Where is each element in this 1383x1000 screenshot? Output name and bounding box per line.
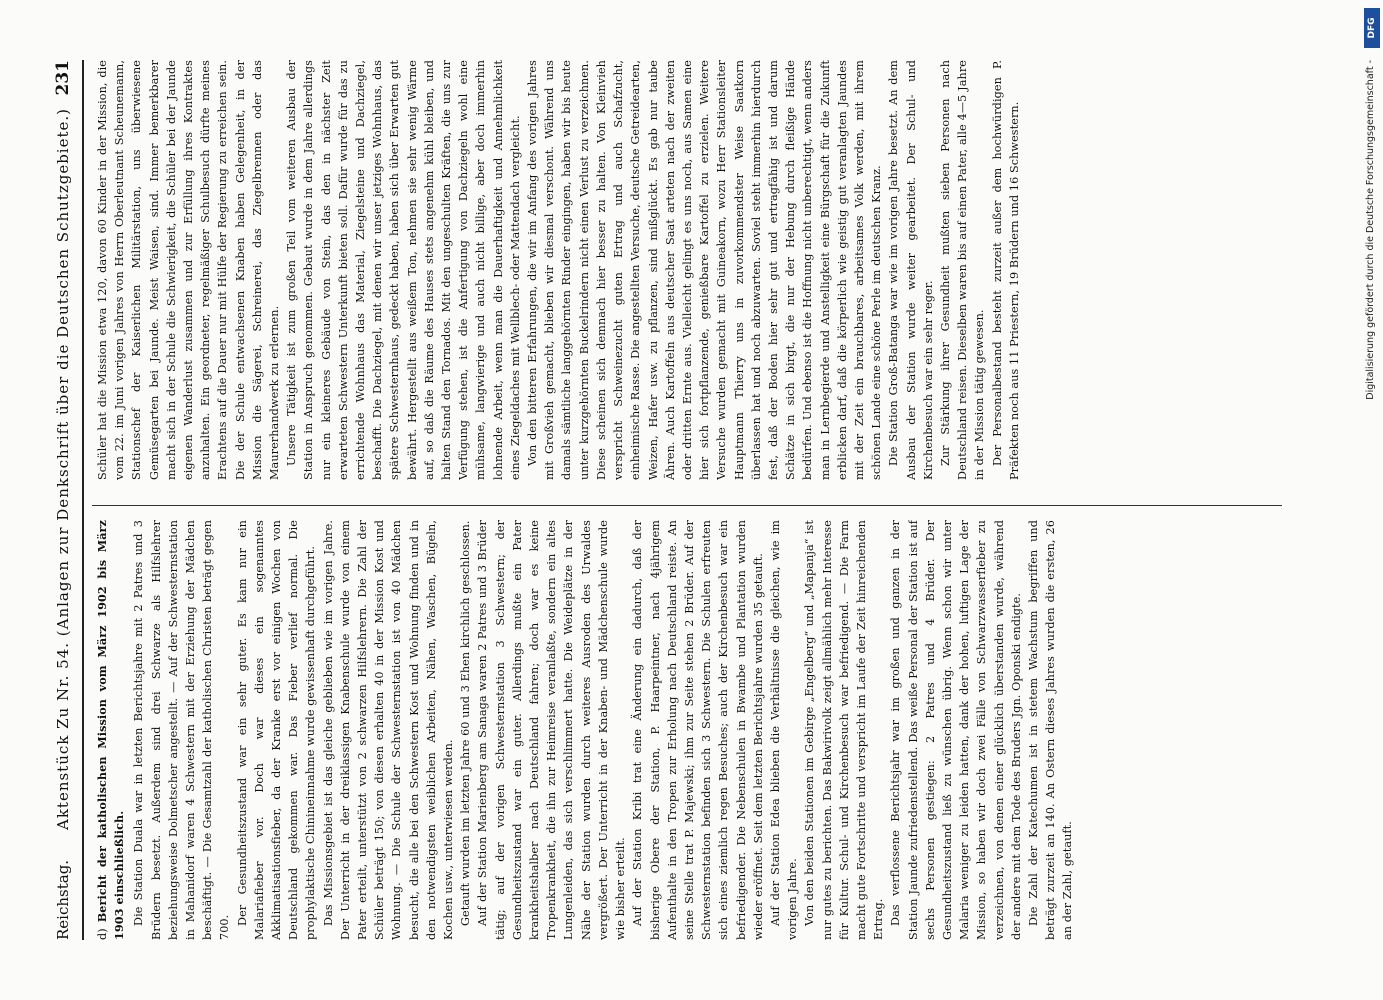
dfg-logo <box>1364 8 1380 48</box>
paragraph: Von den beiden Stationen im Gebirge „Engelberg“ und „Mapanja“ ist nur gutes zu berichten. Das Bakwirivolk zeigt allmählich mehr Interesse für Kultur. Schul- und Kirchenbesuch war befriedigend. — Die Farm macht gute Fortschritte und verspricht im Laufe der Zeit hinreichenden Ertrag. <box>803 520 886 940</box>
paragraph: Das Missionsgebiet ist das gleiche geblieben wie im vorigen Jahre. Der Unterricht in der dreiklassigen Knabenschule wurde von einem Pater erteilt, unterstützt von 2 schwarzen Hilfslehrern. Die Zahl der Schüler beträgt 150; von diesen erhalten 40 in der Mission Kost und Wohnung. — Die Schule der Schwesternstation ist von 40 Mädchen besucht, die alle bei den Schwestern Kost und Wohnung finden und in den notwendigsten weiblichen Arbeiten, Nähen, Waschen, Bügeln, Kochen usw., unterwiesen werden. <box>321 520 456 940</box>
paragraph: Zur Stärkung ihrer Gesundheit mußten sieben Personen nach Deutschland reisen. Dieselben waren bis auf einen Pater, alle 4—5 Jahre in der Mission tätig gewesen. <box>938 60 987 480</box>
section-label: d) <box>96 928 109 940</box>
paragraph: Die Zahl der Katechumen ist in stetem Wachstum begriffen und beträgt zurzeit an 140. An Ostern dieses Jahres wurden die ersten, 26 an der Zahl, getauft. <box>1026 520 1075 940</box>
header-title: Aktenstück Zu Nr. 54. (Anlagen zur Denkschrift über die Deutschen Schutzgebiete.) <box>54 107 72 830</box>
paragraph: Die Station Duala war in letzten Berichtsjahre mit 2 Patres und 3 Brüdern besetzt. Außerdem sind drei Schwarze als Hilfslehrer beziehungsweise Dolmetscher angestellt. — Auf der Schwesternstation in Mahanidorf waren 4 Schwestern mit der Erziehung der Mädchen beschäftigt. — Die Gesamtzahl der katholischen Christen beträgt gegen 700. <box>132 520 232 940</box>
paragraph: Getauft wurden im letzten Jahre 60 und 3 Ehen kirchlich geschlossen. <box>459 520 473 926</box>
paragraph: Von den bitteren Erfahrungen, die wir im Anfang des vorigen Jahres mit Großvieh gemacht, blieben wir diesmal verschont. Während uns damals sämtliche langgehörnten Rinder eingingen, haben wir bis heute unter kurzgehörnten Buckelrindern nicht einen Verlust zu verzeichnen. Diese scheinen sich demnach hier besser zu halten. Von Kleinvieh verspricht Schweinezucht guten Ertrag und auch Schafzucht, einheimische Rasse. Die angestellten Versuche, deutsche Getreidearten, Weizen, Hafer usw. zu pflanzen, sind mißglückt. Es gab nur taube Ähren. Auch Kartoffeln aus deutscher Saat arteten nach der zweiten oder dritten Ernte aus. Vielleicht gelingt es uns noch, aus Samen eine hier sich fortpflanzende, genießbare Kartoffel zu erzielen. Weitere Versuche wurden gemacht mit Guineakorn, wozu Herr Stationsleiter Hauptmann Thierry uns in zuvorkommendster Weise Saatkorn überlassen hat und noch abzuwarten. Soviel steht immerhin hierdurch fest, daß der Boden hier sehr gut und ertragfähig ist und darum Schätze in sich birgt, die nur der Hebung durch fleißige Hände bedürfen. Und ebenso ist die Hoffnung nicht unberechtigt, wenn anders man in Lernbegierde und Anstelligkeit eine Bürgschaft für die Zukunft erblicken darf, daß die körperlich wie geistig gut veranlagten Jaundes mit der Zeit ein brauchbares, arbeitsames Volk werden, mit ihrem schönen Lande eine schöne Perle im deutschen Kranz. <box>526 60 884 480</box>
digitization-credit <box>1364 60 1378 840</box>
paragraph: Der Personalbestand besteht zurzeit außer dem hochwürdigen P. Präfekten noch aus 11 Priestern, 19 Brüdern und 16 Schwestern. <box>990 60 1021 480</box>
header-rule <box>82 60 84 940</box>
page-header <box>48 60 78 940</box>
digitization-credit-text: Digitalisierung gefördert durch die Deutsche Forschungsgemeinschaft - <box>1365 60 1376 400</box>
section-title: Bericht der katholischen Mission vom März 1902 bis März 1903 einschließlich. <box>95 520 127 940</box>
paragraph: Auf der Station Marienberg am Sanaga waren 2 Patres und 3 Brüder tätig; auf der vorigen Schwesternstation 3 Schwestern; der Gesundheitszustand war ein guter. Allerdings mußte ein Pater krankheitshalber nach Deutschland fahren; doch war es keine Tropenkrankheit, die ihn zur Heimreise veranlaßte, sondern ein altes Lungenleiden, das sich verschlimmert hatte. Die Weideplätze in der Nähe der Station wurden durch weiteres Ausroden des Urwaldes vergrößert. Der Unterricht in der Knaben- und Mädchenschule wurde wie bisher erteilt. <box>476 520 628 940</box>
paragraph: Das verflossene Berichtsjahr war im großen und ganzen in der Station Jaunde zufriedenstellend. Das weiße Personal der Station ist auf sechs Personen gestiegen: 2 Patres und 4 Brüder. Der Gesundheitszustand ließ zu wünschen übrig. Wenn schon wir unter Malaria weniger zu leiden hatten, dank der hohen, luftigen Lage der Mission, so haben wir doch zwei Fälle von Schwarzwasserfieber zu verzeichnen, von denen einer glücklich überstanden wurde, während der andere mit dem Tode des Bruders Jgn. Oponski endigte. <box>889 520 1023 940</box>
dfg-logo-text: DFG <box>1367 17 1377 39</box>
page-number: 231 <box>53 60 73 96</box>
paragraph: Der Gesundheitszustand war ein sehr guter. Es kam nur ein Malariafieber vor. Doch war dieses ein sogenanntes Akklimatisationsfieber, da der Kranke erst vor einigen Wochen von Deutschland gekommen war. Das Fieber verlief normal. Die prophylaktische Chinineinnahme wurde gewissenhaft durchgeführt. <box>235 520 318 940</box>
paragraph: Die Station Groß-Batanga war wie im vorigen Jahre besetzt. An dem Ausbau der Station wurde weiter gearbeitet. Der Schul- und Kirchenbesuch war ein sehr reger. <box>887 60 935 480</box>
paragraph: Schüler hat die Mission etwa 120, davon 60 Kinder in der Mission, die vom 22. im Juni vorigen Jahres von Herrn Oberleutnant Scheunemann, Stationschef der Kaiserlichen Militärstation, uns überwiesene Gemüsegarten bei Jaunde. Meist Waisen, sind. Immer bemerkbarer macht sich in der Schule die Schwierigkeit, die Schüler bei der Jaunde eigenen Wanderlust zusammen und zur Erfüllung ihres Kontraktes anzuhalten. Ein geordneter, regelmäßiger Schulbesuch dürfte meines Erachtens auf die Dauer nur mit Hülfe der Regierung zu erreichen sein. Die der Schule entwachsenen Knaben haben Gelegenheit, in der Mission die Sägerei, Schreinerei, das Ziegelbrennen oder das Maurerhandwerk zu erlernen. <box>96 60 282 480</box>
paragraph: Auf der Station Kribi trat eine Änderung ein dadurch, daß der bisherige Obere der Station, P. Haarpeintner, nach 4jährigem Aufenthalte in den Tropen zur Erholung nach Deutschland reiste. An seine Stelle trat P. Majewski; ihm zur Seite stehen 2 Brüder. Auf der Schwesternstation befinden sich 3 Schwestern. Die Schulen erfreuten sich eines ziemlich regen Besuches; auch der Kirchenbesuch war ein befriedigender. Die Nebenschulen in Bwambe und Plantation wurden wieder eröffnet. Seit dem letzten Berichtsjahre wurden 35 getauft. <box>631 520 765 940</box>
text-column-right <box>94 60 1274 480</box>
header-left: Reichstag. <box>54 859 72 940</box>
paragraph: Unsere Tätigkeit ist zum großen Teil vom weiteren Ausbau der Station in Anspruch genommen. Gebaut wurde in dem Jahre allerdings nur ein kleineres Gebäude von Stein, das den in nächster Zeit erwarteten Schwestern Unterkunft bieten soll. Dafür wurde für das zu errichtende Wohnhaus das Material, Ziegelsteine und Dachziegel, beschafft. Die Dachziegel, mit denen wir unser jetziges Wohnhaus, das spätere Schwesternhaus, gedeckt haben, haben sich über Erwarten gut bewährt. Hergestellt aus weißem Ton, nehmen sie sehr wenig Wärme auf, so daß die Räume des Hauses stets angenehm kühl bleiben, und halten Stand den Tornados. Mit den ungeschulten Kräften, die uns zur Verfügung stehen, ist die Anfertigung von Dachziegeln wohl eine mühsame, langwierige und auch nicht billige, aber doch immerhin lohnende Arbeit, wenn man die Dauerhaftigkeit und Annehmlichkeit eines Ziegeldaches mit Wellblech- oder Mattendach vergleicht. <box>285 60 522 480</box>
section-heading <box>94 520 128 940</box>
text-column-left <box>94 520 1274 940</box>
paragraph: Auf der Station Edea blieben die Verhältnisse die gleichen, wie im vorigen Jahre. <box>768 520 800 940</box>
column-divider <box>92 505 1282 506</box>
